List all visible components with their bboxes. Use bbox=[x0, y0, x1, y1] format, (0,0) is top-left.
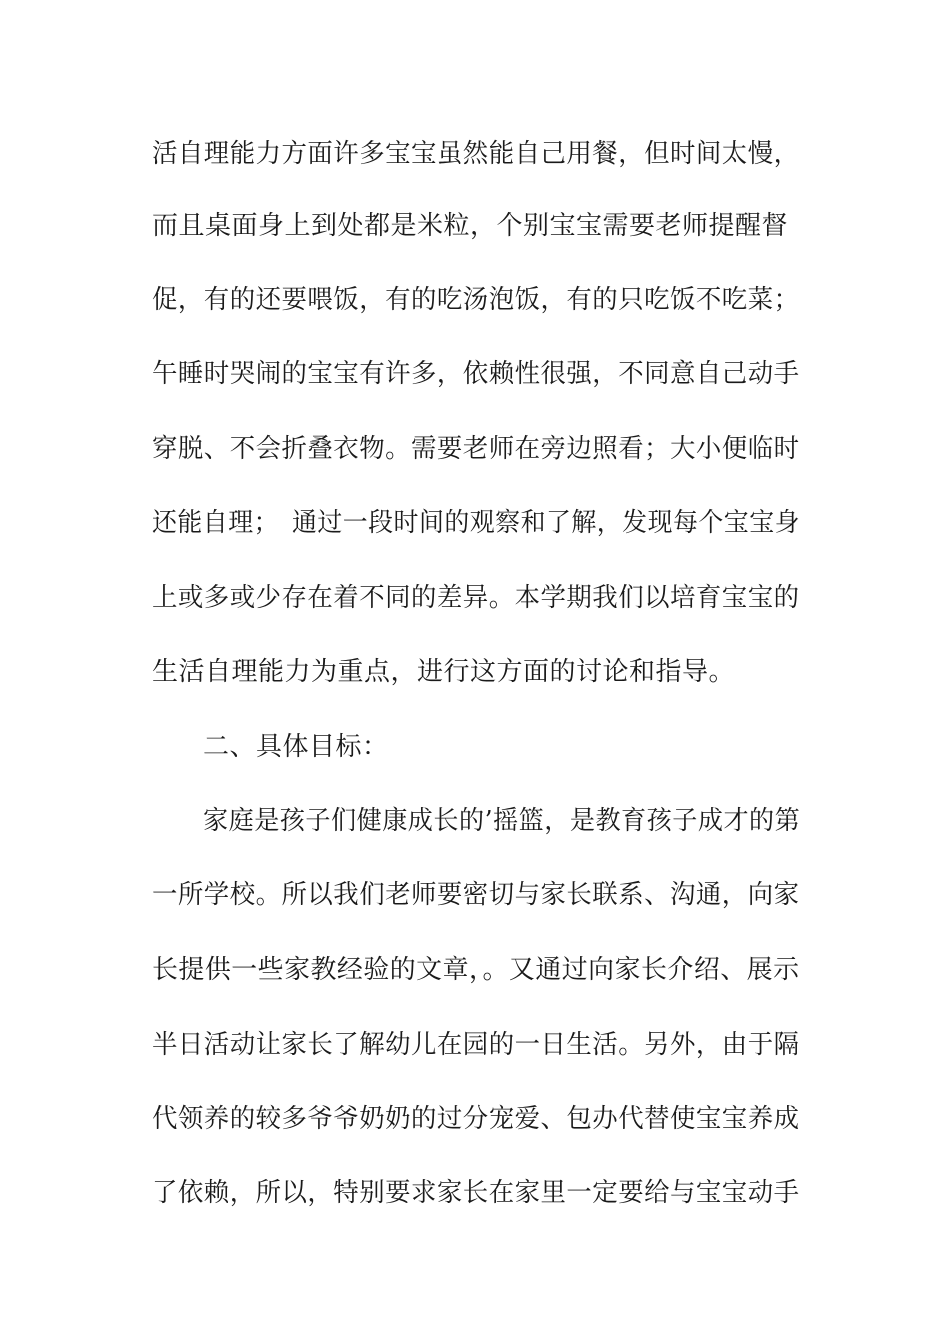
paragraph-first-line: 家庭是孩子们健康成长的’摇篮，是教育孩子成才的第 bbox=[203, 806, 801, 836]
text-line: 穿脱、不会折叠衣物。需要老师在旁边照看；大小便临时 bbox=[152, 434, 800, 464]
text-line: 午睡时哭闹的宝宝有许多，依赖性很强，不同意自己动手 bbox=[152, 359, 800, 389]
text-line: 上或多或少存在着不同的差异。本学期我们以培育宝宝的 bbox=[152, 583, 800, 613]
section-heading: 二、具体目标： bbox=[203, 732, 389, 762]
text-line: 一所学校。所以我们老师要密切与家长联系、沟通，向家 bbox=[152, 880, 800, 910]
text-line: 还能自理； 通过一段时间的观察和了解，发现每个宝宝身 bbox=[152, 508, 801, 538]
text-line: 生活自理能力为重点，进行这方面的讨论和指导。 bbox=[152, 657, 736, 687]
text-line: 促，有的还要喂饭，有的吃汤泡饭，有的只吃饭不吃菜； bbox=[152, 285, 800, 315]
text-line: 长提供一些家教经验的文章，。又通过向家长介绍、展示 bbox=[152, 955, 800, 985]
text-line: 半日活动让家长了解幼儿在园的一日生活。另外，由于隔 bbox=[152, 1030, 800, 1060]
text-line: 而且桌面身上到处都是米粒，个别宝宝需要老师提醒督 bbox=[152, 211, 789, 241]
text-line: 活自理能力方面许多宝宝虽然能自己用餐，但时间太慢， bbox=[152, 139, 800, 169]
text-line: 了依赖，所以，特别要求家长在家里一定要给与宝宝动手 bbox=[152, 1178, 800, 1208]
text-line: 代领养的较多爷爷奶奶的过分宠爱、包办代替使宝宝养成 bbox=[152, 1104, 800, 1134]
